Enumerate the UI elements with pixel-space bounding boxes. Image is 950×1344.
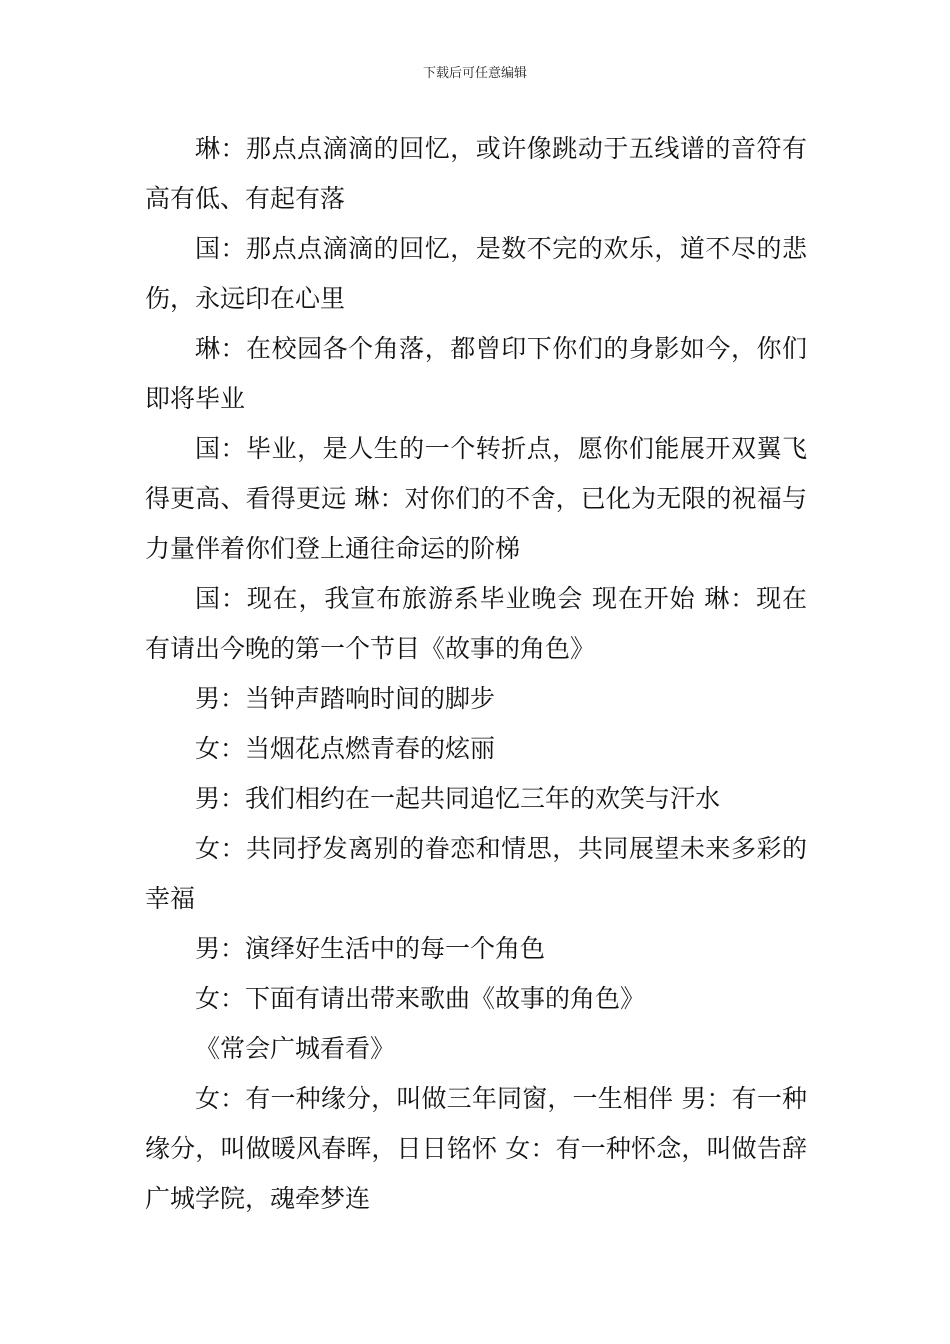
paragraph-13: 女：有一种缘分，叫做三年同窗，一生相伴 男：有一种缘分，叫做暖风春晖，日日铭怀 女：有一种怀念，叫做告辞广城学院，魂牵梦连 [145, 1084, 807, 1213]
paragraph-12: 《常会广城看看》 [195, 1034, 396, 1063]
paragraph-11: 女：下面有请出带来歌曲《故事的角色》 [195, 984, 646, 1013]
paragraph-7: 女：当烟花点燃青春的炫丽 [195, 734, 496, 763]
paragraph-5: 国：现在，我宣布旅游系毕业晚会 现在开始 琳：现在有请出今晚的第一个节目《故事的角色》 [145, 584, 807, 663]
paragraph-9: 女：共同抒发离别的眷恋和情思，共同展望未来多彩的幸福 [145, 834, 807, 913]
document-body [145, 124, 807, 1224]
paragraph-2: 国：那点点滴滴的回忆，是数不完的欢乐，道不尽的悲伤，永远印在心里 [145, 234, 807, 313]
paragraph-3: 琳：在校园各个角落，都曾印下你们的身影如今，你们即将毕业 [145, 334, 807, 413]
paragraph-4: 国：毕业，是人生的一个转折点，愿你们能展开双翼飞得更高、看得更远 琳：对你们的不舍，已化为无限的祝福与力量伴着你们登上通往命运的阶梯 [145, 434, 807, 563]
paragraph-1: 琳：那点点滴滴的回忆，或许像跳动于五线谱的音符有高有低、有起有落 [145, 134, 807, 213]
page-header: 下载后可任意编辑 [422, 66, 527, 81]
paragraph-10: 男：演绎好生活中的每一个角色 [195, 934, 546, 963]
paragraph-6: 男：当钟声踏响时间的脚步 [195, 684, 496, 713]
paragraph-8: 男：我们相约在一起共同追忆三年的欢笑与汗水 [195, 784, 721, 813]
